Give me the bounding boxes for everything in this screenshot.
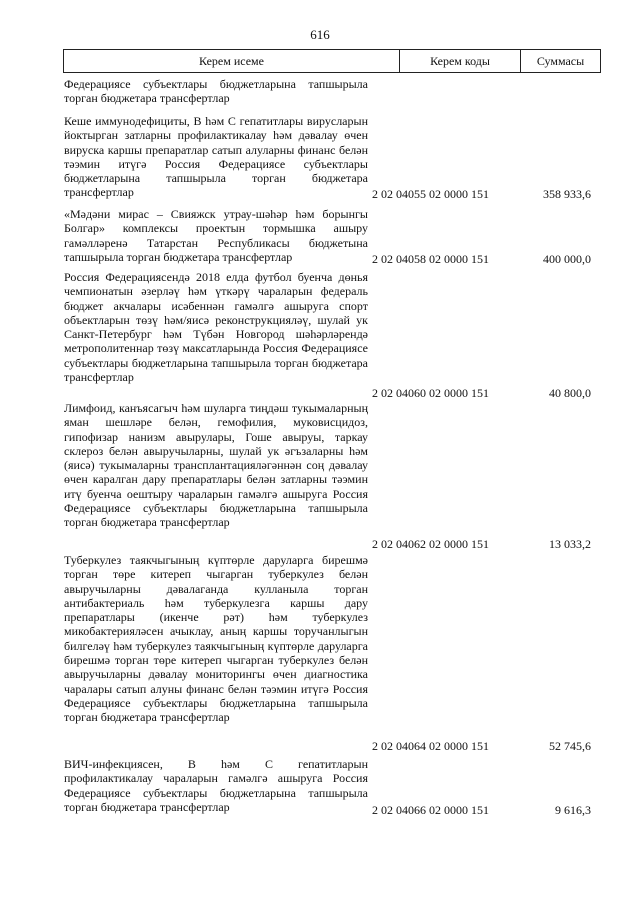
header-name: Керем исеме: [64, 50, 400, 72]
header-amount: Суммасы: [536, 54, 585, 68]
row-name: ВИЧ-инфекциясен, В һәм С гепатитларын профилактикалау чараларын гамәлгә ашыруга Россия Федерациясе субъектлары бюджетларына тапшырыла торган бюджетара трансфертлар: [64, 757, 368, 814]
page-number: 616: [310, 27, 330, 42]
row-amount: 400 000,0: [543, 252, 591, 266]
header-code: Керем коды: [400, 50, 521, 72]
row-name: Россия Федерациясендә 2018 елда футбол буенча дөнья чемпионатын әзерләү һәм үткәрү чараларын федераль бюджет акчалары исәбеннән гамәлгә ашыруга спорт объектларын төзү һәм/яисә реконструкцияләү, шулай ук Санкт-Петербург һәм Түбән Новгород шәһәрләрендә метрополитеннар төзү максатларында Россия Федерациясе субъектлары бюджетларына тапшырыла торган бюджетара трансфертлар: [64, 270, 368, 385]
row-amount: 13 033,2: [549, 537, 591, 551]
row-amount: 9 616,3: [555, 803, 591, 817]
row-code: 2 02 04066 02 0000 151: [372, 803, 489, 817]
row-code: 2 02 04064 02 0000 151: [372, 739, 489, 753]
row-amount: 52 745,6: [549, 739, 591, 753]
row-name: Туберкулез таякчыгының күптөрле даруларга бирешмә торган төре китереп чыгарган туберкулез белән авыручыларны дәвалаганда кулланыла торган антибактериаль һәм туберкулезга каршы дару препаратлары (икенче рәт) һәм туберкулез микобактерияләсен ачыклау, аның каршы торучанлыгын билгеләү һәм туберкулез таякчыгының күптөрле даруларга бирешмә торган төре китереп чыгарган туберкулез белән авыручыларны дәвалау мониторингы өчен диагностика чаралары сатып алуны финанс белән тәэмин итүгә Россия Федерациясе субъектлары бюджетларына тапшырыла торган бюджетара трансфертлар: [64, 553, 368, 725]
row-code: 2 02 04055 02 0000 151: [372, 187, 489, 201]
row-name: Кеше иммунодефициты, В һәм С гепатитлары вирусларын йоктырган затларны профилактикалау һәм дәвалау өчен вируска каршы препаратлар сатып алуларны финанс белән тәэмин итүгә Россия Федерациясе субъектлары бюджетларына тапшырыла торган бюджетара трансфертлар: [64, 114, 368, 200]
row-name: «Мәдәни мирас – Свияжск утрау-шәһәр һәм борынгы Болгар» комплексы проектын тормышка ашыру гамәлләренә Татарстан Республикасы бюджетына тапшырыла торган бюджетара трансфертлар: [64, 207, 368, 264]
row-amount: 358 933,6: [543, 187, 591, 201]
row-code: 2 02 04060 02 0000 151: [372, 386, 489, 400]
row-amount: 40 800,0: [549, 386, 591, 400]
row-name: Лимфоид, канъясагыч һәм шуларга тиңдәш тукымаларның яман шешләре белән, гемофилия, муковисцидоз, гипофизар нанизм авырулары, Гоше авыруы, таркау склероз белән авыручыларны, шулай ук әгъзаларны һәм (яисә) тукымаларны трансплантацияләгәннән соң дәвалау өчен каралган дару препаратлары белән затларны тәэмин итү буенча оештыру чараларын гамәлгә ашыруга Россия Федерациясе субъектлары бюджетларына тапшырыла торган бюджетара трансфертлар: [64, 401, 368, 530]
table-header: [63, 49, 601, 73]
row-code: 2 02 04062 02 0000 151: [372, 537, 489, 551]
row-code: 2 02 04058 02 0000 151: [372, 252, 489, 266]
continuation-text: Федерациясе субъектлары бюджетларына тапшырыла торган бюджетара трансфертлар: [64, 77, 368, 106]
